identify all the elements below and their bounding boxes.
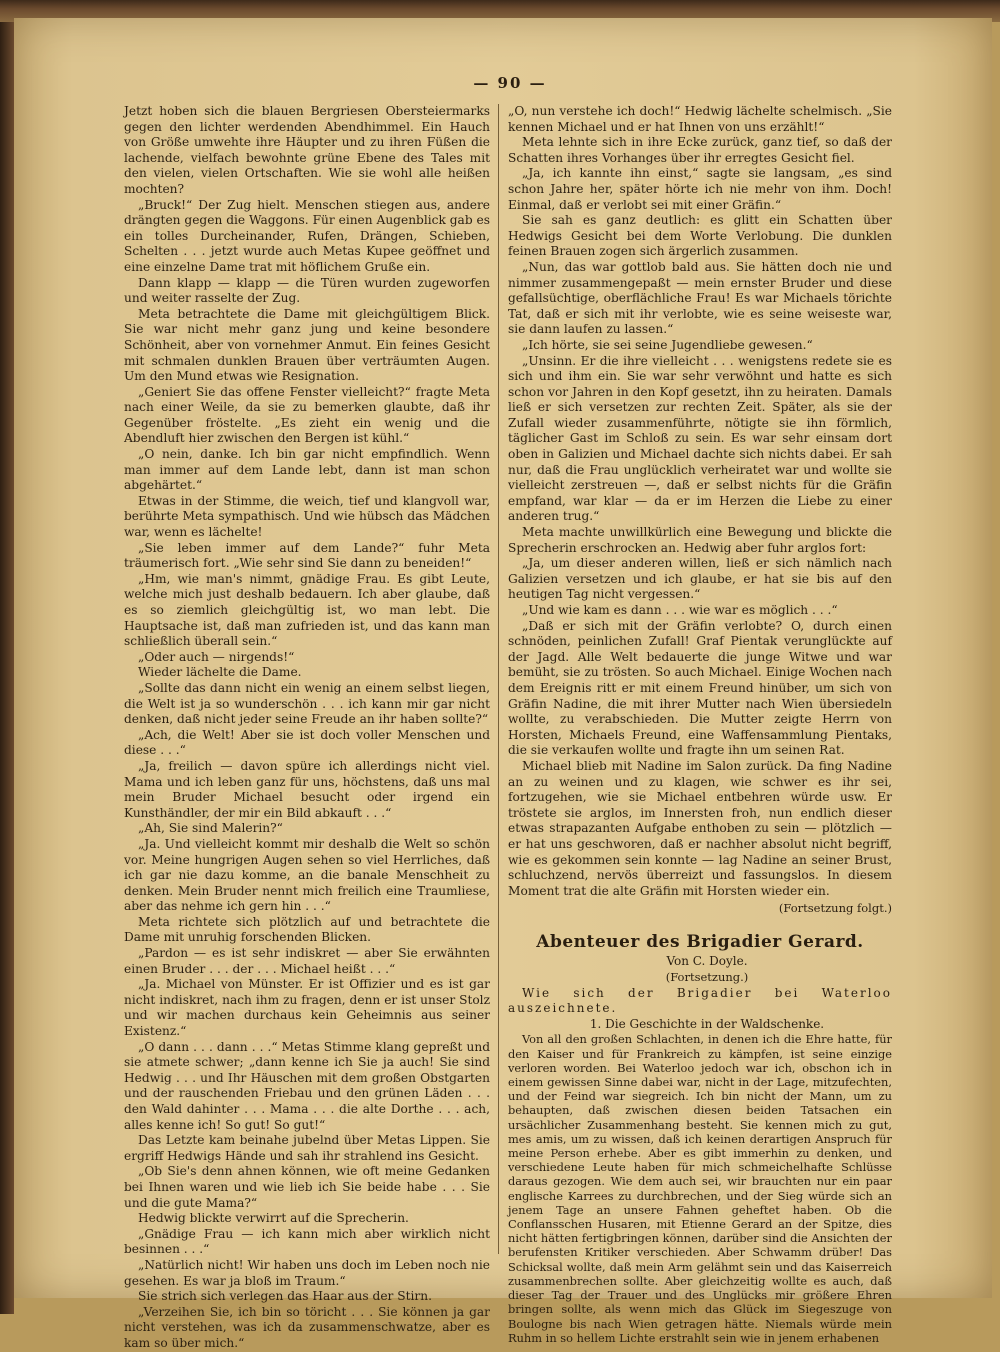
paragraph: „Pardon — es ist sehr indiskret — aber Sie erwähnten einen Bruder . . . der . . . Michael heißt . . .“ — [124, 946, 490, 976]
paragraph: Meta richtete sich plötzlich auf und betrachtete die Dame mit unruhig forschenden Blicken. — [124, 914, 490, 945]
book-binding-left — [0, 0, 14, 1314]
paragraph: Das Letzte kam beinahe jubelnd über Metas Lippen. Sie ergriff Hedwigs Hände und sah ihr strahlend ins Gesicht. — [124, 1133, 490, 1163]
paragraph: Meta lehnte sich in ihre Ecke zurück, ganz tief, so daß der Schatten ihres Vorhanges über ihr erregtes Gesicht fiel. — [508, 135, 892, 165]
paragraph: Sie sah es ganz deutlich: es glitt ein Schatten über Hedwigs Gesicht bei dem Worte Verlobung. Die dunklen feinen Brauen zogen sich ärgerlich zusammen. — [508, 213, 892, 259]
paragraph: „Sollte das dann nicht ein wenig an einem selbst liegen, die Welt ist ja so wunderschön . . . ich kann mir gar nicht denken, daß nicht jeder seine Freude an ihr haben sollte?“ — [124, 680, 490, 727]
paragraph: Sie strich sich verlegen das Haar aus der Stirn. — [138, 1289, 432, 1304]
paragraph: Jetzt hoben sich die blauen Bergriesen Obersteiermarks gegen den lichter werdenden Abendhimmel. Ein Hauch von Größe umwehte ihre Häupter und zu ihren Füßen die lachende, vielfach bewohnte grüne Ebene des Tales mit den vielen, vielen Ortschaften. Wie sie wohl alle heißen mochten? — [124, 104, 490, 196]
paragraph: Wieder lächelte die Dame. — [138, 665, 302, 680]
paragraph: „Ja. Michael von Münster. Er ist Offizier und es ist gar nicht indiskret, nach ihm zu fragen, denn er ist unser Stolz und wir machen durchaus kein Geheimnis aus seiner Existenz.“ — [124, 977, 490, 1039]
story-body — [508, 1032, 892, 1344]
paragraph: „Und wie kam es dann . . . wie war es möglich . . .“ — [522, 603, 838, 617]
paragraph: „Ob Sie's denn ahnen können, wie oft meine Gedanken bei Ihnen waren und wie lieb ich Sie beide habe . . . Sie und die gute Mama?“ — [124, 1164, 490, 1210]
paragraph: Etwas in der Stimme, die weich, tief und klangvoll war, berührte Meta sympathisch. Und wie hübsch das Mädchen war, wenn es lächelte! — [124, 493, 490, 540]
paragraph: „Ja, freilich — davon spüre ich allerdings nicht viel. Mama und ich leben ganz für uns, höchstens, daß uns mal mein Bruder Michael besucht oder irgend ein Kunsthändler, der mir ein Bild abkauft . . .“ — [124, 758, 490, 820]
paragraph: „Ja, um dieser anderen willen, ließ er sich nämlich nach Galizien versetzen und ich glaube, er hat sie bis auf den heutigen Tag nicht vergessen.“ — [508, 556, 892, 602]
paragraph: „Natürlich nicht! Wir haben uns doch im Leben noch nie gesehen. Es war ja bloß im Traum.“ — [124, 1257, 490, 1288]
page-number: — 90 — — [473, 74, 547, 92]
story-subtitle: Wie sich der Brigadier bei Waterloo auszeichnete. — [508, 985, 892, 1016]
story-author: Von C. Doyle. — [666, 954, 748, 969]
paragraph: „O nein, danke. Ich bin gar nicht empfindlich. Wenn man immer auf dem Lande lebt, dann ist man schon abgehärtet.“ — [124, 447, 490, 493]
story-title: Abenteuer des Brigadier Gerard. — [536, 931, 864, 952]
left-column — [124, 104, 490, 1350]
continued-note: (Fortsetzung folgt.) — [778, 901, 892, 916]
paragraph: „Ah, Sie sind Malerin?“ — [138, 821, 283, 836]
column-divider — [498, 104, 499, 1254]
paragraph: „Nun, das war gottlob bald aus. Sie hätten doch nie und nimmer zusammengepaßt — mein ernster Bruder und diese gefallsüchtige, oberflächliche Frau! Es war Michaels törichte Tat, daß er sich mit ihr verlobte, wie es seine weiseste war, sie dann laufen zu lassen.“ — [508, 259, 892, 337]
story-continuation: (Fortsetzung.) — [665, 970, 749, 985]
paragraph: „Ja. Und vielleicht kommt mir deshalb die Welt so schön vor. Meine hungrigen Augen sehen so viel Herrliches, daß ich gar nie dazu komme, an die banale Menschheit zu denken. Mein Bruder nennt mich freilich eine Traumliese, aber das nehme ich gern hin . . .“ — [124, 836, 490, 914]
story-chapter: 1. Die Geschichte in der Waldschenke. — [589, 1016, 825, 1031]
paragraph: Hedwig blickte verwirrt auf die Sprecherin. — [138, 1211, 409, 1226]
paragraph: „Bruck!“ Der Zug hielt. Menschen stiegen aus, andere drängten gegen die Waggons. Für einen Augenblick gab es ein tolles Durcheinander, Rufen, Drängen, Schieben, Schelten . . . jetzt wurde auch Metas Kupee geöffnet und eine einzelne Dame trat mit höflichem Gruße ein. — [124, 197, 490, 274]
paragraph: „Geniert Sie das offene Fenster vielleicht?“ fragte Meta nach einer Weile, da sie zu bemerken glaubte, daß ihr Gegenüber fröstelte. „Es zieht ein wenig und die Abendluft hier zwischen den Bergen ist kühl.“ — [124, 384, 490, 446]
paragraph: „Oder auch — nirgends!“ — [138, 649, 295, 664]
paragraph: „Ach, die Welt! Aber sie ist doch voller Menschen und diese . . .“ — [124, 727, 490, 758]
paragraph: „O dann . . . dann . . .“ Metas Stimme klang gepreßt und sie atmete schwer; „dann kenne ich Sie ja auch! Sie sind Hedwig . . . und Ihr Häuschen mit dem großen Obstgarten und der rauschenden Friebau und den grünen Läden . . . den Wald dahinter . . . Mama . . . die alte Dorthe . . . ach, alles kenne ich! So gut! So gut!“ — [124, 1039, 490, 1132]
paragraph: Dann klapp — klapp — die Türen wurden zugeworfen und weiter rasselte der Zug. — [124, 275, 490, 306]
paragraph: Meta machte unwillkürlich eine Bewegung und blickte die Sprecherin erschrocken an. Hedwig aber fuhr arglos fort: — [508, 525, 892, 555]
paragraph: Michael blieb mit Nadine im Salon zurück. Da fing Nadine an zu weinen und zu klagen, wie schwer es ihr sei, fortzugehen, wie sie Michael entbehren würde usw. Er tröstete sie arglos, im Innersten froh, nun endlich dieser etwas strapazanten Aufgabe enthoben zu sein — plötzlich — er hat uns geschworen, daß er nachher absolut nicht begriff, wie es gekommen sein konnte — lag Nadine an seiner Brust, schluchzend, nervös überreizt und fassungslos. In diesem Moment trat die alte Gräfin mit Horsten wieder ein. — [508, 758, 892, 898]
paragraph: „Sie leben immer auf dem Lande?“ fuhr Meta träumerisch fort. „Wie sehr sind Sie dann zu beneiden!“ — [124, 540, 490, 571]
paragraph: „Unsinn. Er die ihre vielleicht . . . wenigstens redete sie es sich und ihm ein. Sie war sehr verwöhnt und hatte es sich schon vor Jahren in den Kopf gesetzt, ihn zu heiraten. Damals ließ er sich versetzen zur rechten Zeit. Später, als sie der Zufall wieder zusammenführte, nötigte sie ihn förmlich, täglicher Gast im Schloß zu sein. Es war sehr einsam dort oben in Galizien und Michael dachte sich nichts dabei. Er sah nur, daß die Frau unglücklich verheiratet war und wollte sie vielleicht zerstreuen —, daß er selbst nichts für die Gräfin empfand, war klar — da er im Herzen die Liebe zu einer anderen trug.“ — [508, 353, 892, 524]
paragraph: „Ja, ich kannte ihn einst,“ sagte sie langsam, „es sind schon Jahre her, später hörte ich nie mehr von ihm. Doch! Einmal, daß er verlobt sei mit einer Gräfin.“ — [508, 166, 892, 212]
paragraph: „Gnädige Frau — ich kann mich aber wirklich nicht besinnen . . .“ — [124, 1226, 490, 1257]
paragraph: Von all den großen Schlachten, in denen ich die Ehre hatte, für den Kaiser und für Frankreich zu kämpfen, ist seine einzige verloren worden. Bei Waterloo jedoch war ich, obschon ich in einem gewissen Sinne dabei war, nicht in der Lage, mitzufechten, und der Feind war siegreich. Ich bin nicht der Mann, um zu behaupten, daß zwischen diesen beiden Tatsachen ein ursächlicher Zusammenhang besteht. Sie kennen mich zu gut, mes amis, um zu wissen, daß ich keinen derartigen Anspruch für meine Person erhebe. Aber es gibt immerhin zu denken, und verschiedene Leute haben für mich schmeichelhafte Schlüsse daraus gezogen. Wie dem auch sei, wir brauchten nur ein paar englische Karrees zu durchbrechen, und der Sieg würde sich an jenem Tage an unsere Fahnen geheftet haben. Ob die Conflansschen Husaren, mit Etienne Gerard an der Spitze, dies nicht hätten fertigbringen können, darüber sind die Ansichten der berufensten Kritiker verschieden. Aber Schwamm drüber! Das Schicksal wollte, daß mein Arm gelähmt sein und das Kaiserreich zusammenbrechen sollte. Aber gleichzeitig wollte es auch, daß dieser Tag der Trauer und des Unglücks mir größere Ehren bringen sollte, als wenn mich das Glück im Siegeszuge von Boulogne bis nach Wien getragen hätte. Niemals würde mein Ruhm in so hellem Lichte erstrahlt sein wie in jenem erhabenen — [508, 1032, 892, 1345]
paragraph: „Hm, wie man's nimmt, gnädige Frau. Es gibt Leute, welche mich just deshalb bedauern. Ich aber glaube, daß es so ziemlich gleichgültig ist, wo man lebt. Die Hauptsache ist, daß man zufrieden ist, und das kann man schließlich überall sein.“ — [124, 571, 490, 649]
paragraph: „Verzeihen Sie, ich bin so töricht . . . Sie können ja gar nicht verstehen, was ich da zusammenschwatze, aber es kam so über mich.“ — [124, 1304, 490, 1350]
right-column — [508, 104, 892, 1345]
paragraph: „O, nun verstehe ich doch!“ Hedwig lächelte schelmisch. „Sie kennen Michael und er hat Ihnen von uns erzählt!“ — [508, 104, 892, 134]
paragraph: „Daß er sich mit der Gräfin verlobte? O, durch einen schnöden, peinlichen Zufall! Graf Pientak verunglückte auf der Jagd. Alle Welt bedauerte die junge Witwe und war bemüht, sie zu trösten. So auch Michael. Einige Wochen nach dem Ereignis ritt er mit einem Freund hinüber, um sich von Gräfin Nadine, die mit ihrer Mutter nach Wien übersiedeln wollte, zu verabschieden. Die Mutter zeigte Herrn von Horsten, Michaels Freund, eine Waffensammlung Pientaks, die sie verkaufen wollte und fragte ihn um seinen Rat. — [508, 618, 892, 758]
paragraph: Meta betrachtete die Dame mit gleichgültigem Blick. Sie war nicht mehr ganz jung und keine besondere Schönheit, aber von vornehmer Anmut. Ein feines Gesicht mit schmalen dunklen Brauen über verträumten Augen. Um den Mund etwas wie Resignation. — [124, 306, 490, 384]
paragraph: „Ich hörte, sie sei seine Jugendliebe gewesen.“ — [522, 337, 813, 352]
